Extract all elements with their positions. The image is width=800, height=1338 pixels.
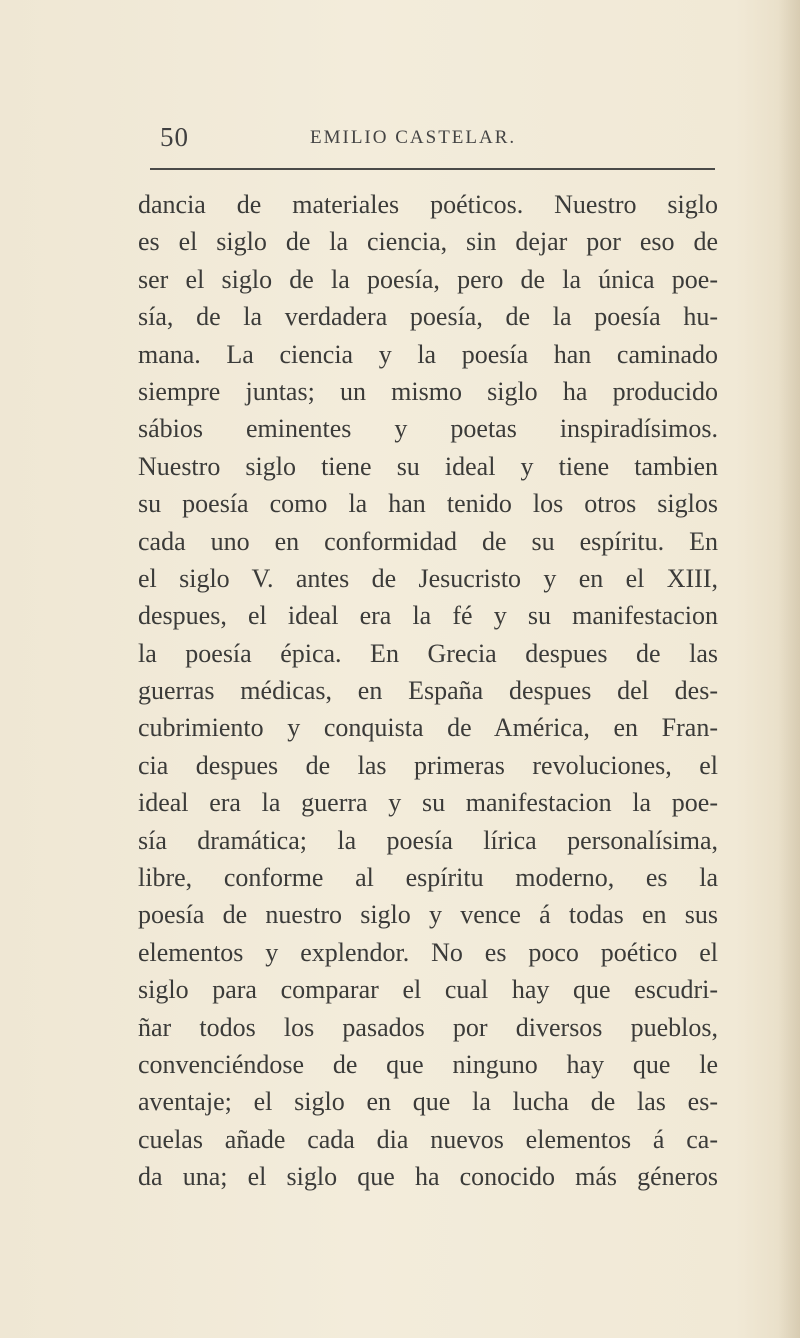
text-line: es el siglo de la ciencia, sin dejar por eso de — [138, 227, 718, 257]
text-line: siglo para comparar el cual hay que escudri- — [138, 975, 718, 1005]
body-text — [138, 186, 718, 1196]
text-line: mana. La ciencia y la poesía han caminado — [138, 339, 718, 369]
text-line: sía dramática; la poesía lírica personalísima, — [138, 825, 718, 855]
text-line: libre, conforme al espíritu moderno, es la — [138, 863, 718, 893]
page-edge-shadow — [778, 0, 800, 1338]
text-line: aventaje; el siglo en que la lucha de las es- — [138, 1087, 718, 1117]
header-rule — [150, 168, 715, 170]
text-line: el siglo V. antes de Jesucristo y en el XIII, — [138, 563, 718, 593]
text-line: ñar todos los pasados por diversos pueblos, — [138, 1012, 718, 1042]
text-line: convenciéndose de que ninguno hay que le — [138, 1049, 718, 1079]
text-line: dancia de materiales poéticos. Nuestro siglo — [138, 190, 718, 219]
page-header — [160, 122, 720, 162]
text-line: ser el siglo de la poesía, pero de la única poe- — [138, 264, 718, 294]
text-line: guerras médicas, en España despues del des- — [138, 676, 718, 706]
text-line: siempre juntas; un mismo siglo ha producido — [138, 376, 718, 406]
text-line: cubrimiento y conquista de América, en Fran- — [138, 713, 718, 743]
running-title: EMILIO CASTELAR. — [310, 127, 517, 148]
text-line: cada uno en conformidad de su espíritu. En — [138, 526, 718, 556]
text-line: poesía de nuestro siglo y vence á todas en sus — [138, 900, 718, 930]
text-line: Nuestro siglo tiene su ideal y tiene tambien — [138, 451, 718, 481]
page-number: 50 — [160, 122, 189, 152]
text-line: elementos y explendor. No es poco poético el — [138, 937, 718, 967]
text-line: cia despues de las primeras revoluciones, el — [138, 750, 718, 780]
text-line: cuelas añade cada dia nuevos elementos á ca- — [138, 1124, 718, 1154]
text-line: la poesía épica. En Grecia despues de las — [138, 638, 718, 668]
text-line: ideal era la guerra y su manifestacion la poe- — [138, 788, 718, 818]
text-line: sábios eminentes y poetas inspiradísimos. — [138, 414, 718, 444]
text-line: sía, de la verdadera poesía, de la poesía hu- — [138, 302, 718, 332]
text-line: da una; el siglo que ha conocido más géneros — [138, 1162, 718, 1192]
text-line: su poesía como la han tenido los otros siglos — [138, 489, 718, 519]
text-line: despues, el ideal era la fé y su manifestacion — [138, 601, 718, 631]
